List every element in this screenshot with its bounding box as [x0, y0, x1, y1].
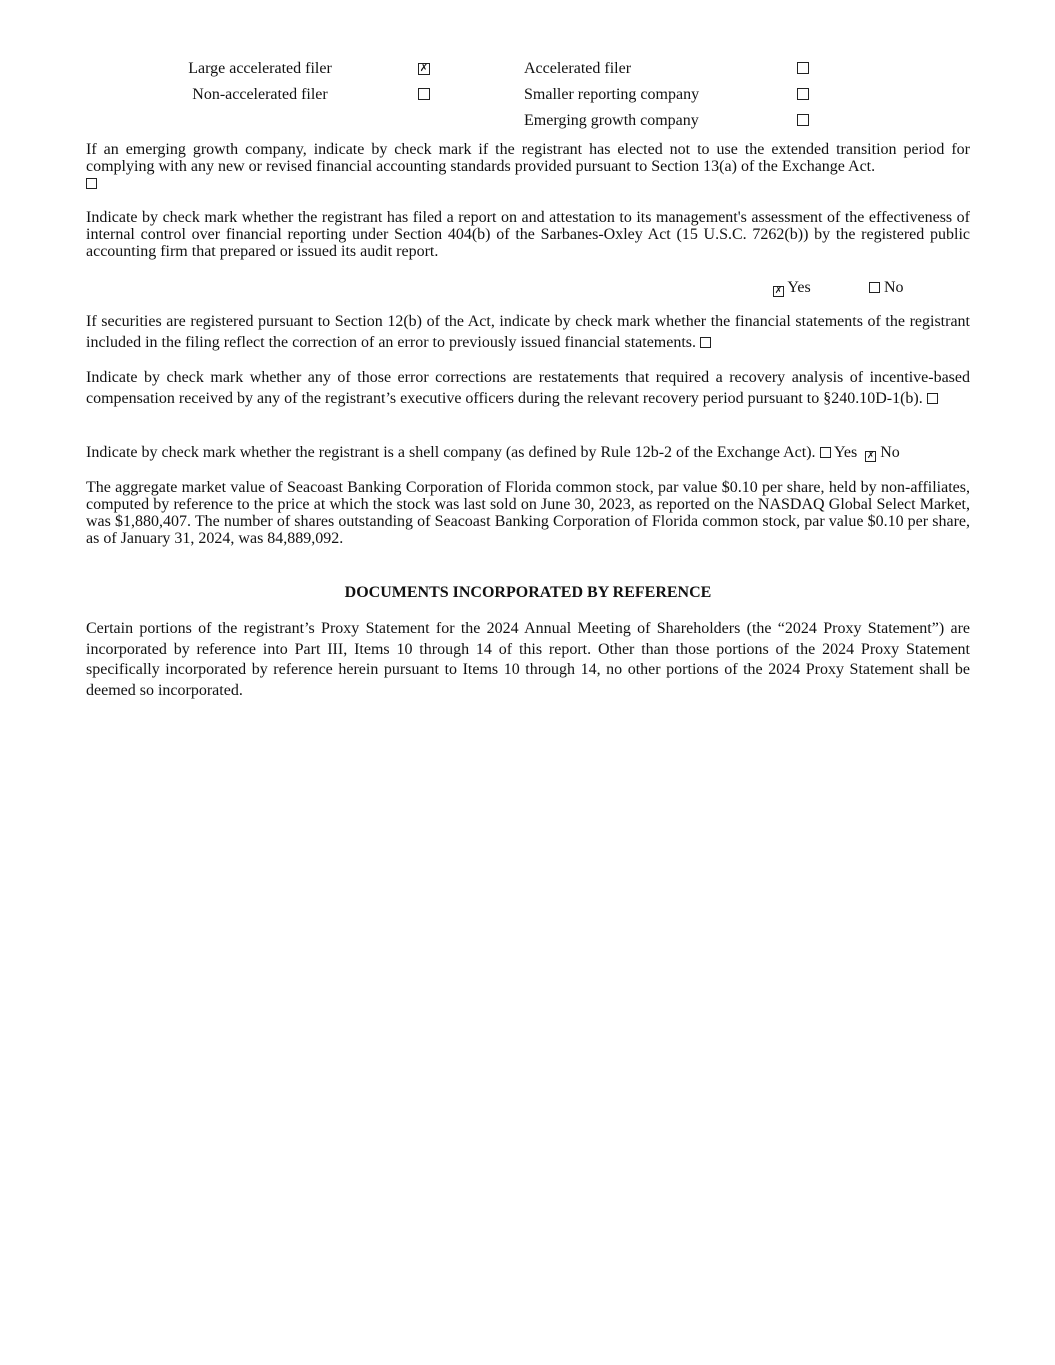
documents-heading: DOCUMENTS INCORPORATED BY REFERENCE — [344, 584, 712, 601]
attestation-no-option — [869, 279, 904, 297]
checkbox-non-accelerated[interactable] — [418, 88, 430, 100]
attestation-paragraph: Indicate by check mark whether the registrant has filed a report on and attestation to its management's assessment of the effectiveness of internal control over financial reporting under Section 404(b) of the Sarbanes-Oxley Act (15 U.S.C. 7262(b)) by the registered public accounting firm that prepared or issued its audit report. — [86, 209, 970, 260]
shell-company-text: Indicate by check mark whether the registrant is a shell company (as defined by Rule 12b-2 of the Exchange Act). — [86, 444, 816, 461]
checkbox-smaller-reporting[interactable] — [797, 88, 809, 100]
filer-label-emerging-growth: Emerging growth company — [524, 112, 699, 129]
checkbox-error-correction[interactable] — [700, 337, 711, 348]
checkbox-emerging-growth[interactable] — [797, 114, 809, 126]
emerging-growth-text: If an emerging growth company, indicate by check mark if the registrant has elected not to use the extended transition period for complying with any new or revised financial accounting standards provided pursuant to Section 13(a) of the Exchange Act. — [86, 141, 970, 175]
recovery-analysis-text: Indicate by check mark whether any of those error corrections are restatements that required a recovery analysis of incentive-based compensation received by any of the registrant’s executive officers during the relevant recovery period pursuant to §240.10D-1(b). — [86, 369, 970, 407]
emerging-growth-paragraph — [86, 141, 970, 192]
checkbox-accelerated[interactable] — [797, 62, 809, 74]
attestation-yes-option — [773, 279, 811, 297]
shell-yes-label: Yes — [833, 444, 858, 461]
checkbox-recovery-analysis[interactable] — [927, 393, 938, 404]
market-value-paragraph: The aggregate market value of Seacoast Banking Corporation of Florida common stock, par value $0.10 per share, held by non-affiliates, computed by reference to the price at which the stock was last sold on June 30, 2023, as reported on the NASDAQ Global Select Market, was $1,880,407. The number of shares outstanding of Seacoast Banking Corporation of Florida common stock, par value $0.10 per share, as of January 31, 2024, was 84,889,092. — [86, 479, 970, 547]
documents-paragraph: Certain portions of the registrant’s Proxy Statement for the 2024 Annual Meeting of Shareholders (the “2024 Proxy Statement”) are incorporated by reference into Part III, Items 10 through 14 of this report. Other than those portions of the 2024 Proxy Statement specifically incorporated by reference herein pursuant to Items 10 through 14, no other portions of the 2024 Proxy Statement shall be deemed so incorporated. — [86, 620, 970, 699]
checkbox-large-accelerated[interactable]: ✗ — [419, 63, 429, 74]
recovery-analysis-paragraph — [86, 368, 970, 409]
attestation-no-label: No — [884, 279, 904, 296]
attestation-yes-label: Yes — [787, 279, 811, 296]
filer-label-smaller-reporting: Smaller reporting company — [524, 86, 700, 103]
checkbox-attestation-no[interactable] — [869, 282, 880, 293]
checkbox-shell-no[interactable]: ✗ — [866, 451, 875, 461]
filer-label-non-accelerated: Non-accelerated filer — [192, 86, 328, 103]
checkbox-transition-period[interactable] — [86, 178, 97, 189]
filer-label-accelerated: Accelerated filer — [524, 60, 632, 77]
shell-no-label: No — [880, 444, 900, 461]
error-correction-text: If securities are registered pursuant to Section 12(b) of the Act, indicate by check mark whether the financial statements of the registrant included in the filing reflect the correction of an error to previously issued financial statements. — [86, 313, 970, 351]
filer-label-large-accelerated: Large accelerated filer — [188, 60, 332, 77]
error-correction-paragraph — [86, 312, 970, 353]
checkbox-shell-yes[interactable] — [820, 447, 831, 458]
checkbox-attestation-yes[interactable]: ✗ — [774, 286, 783, 296]
shell-company-line — [86, 444, 900, 462]
